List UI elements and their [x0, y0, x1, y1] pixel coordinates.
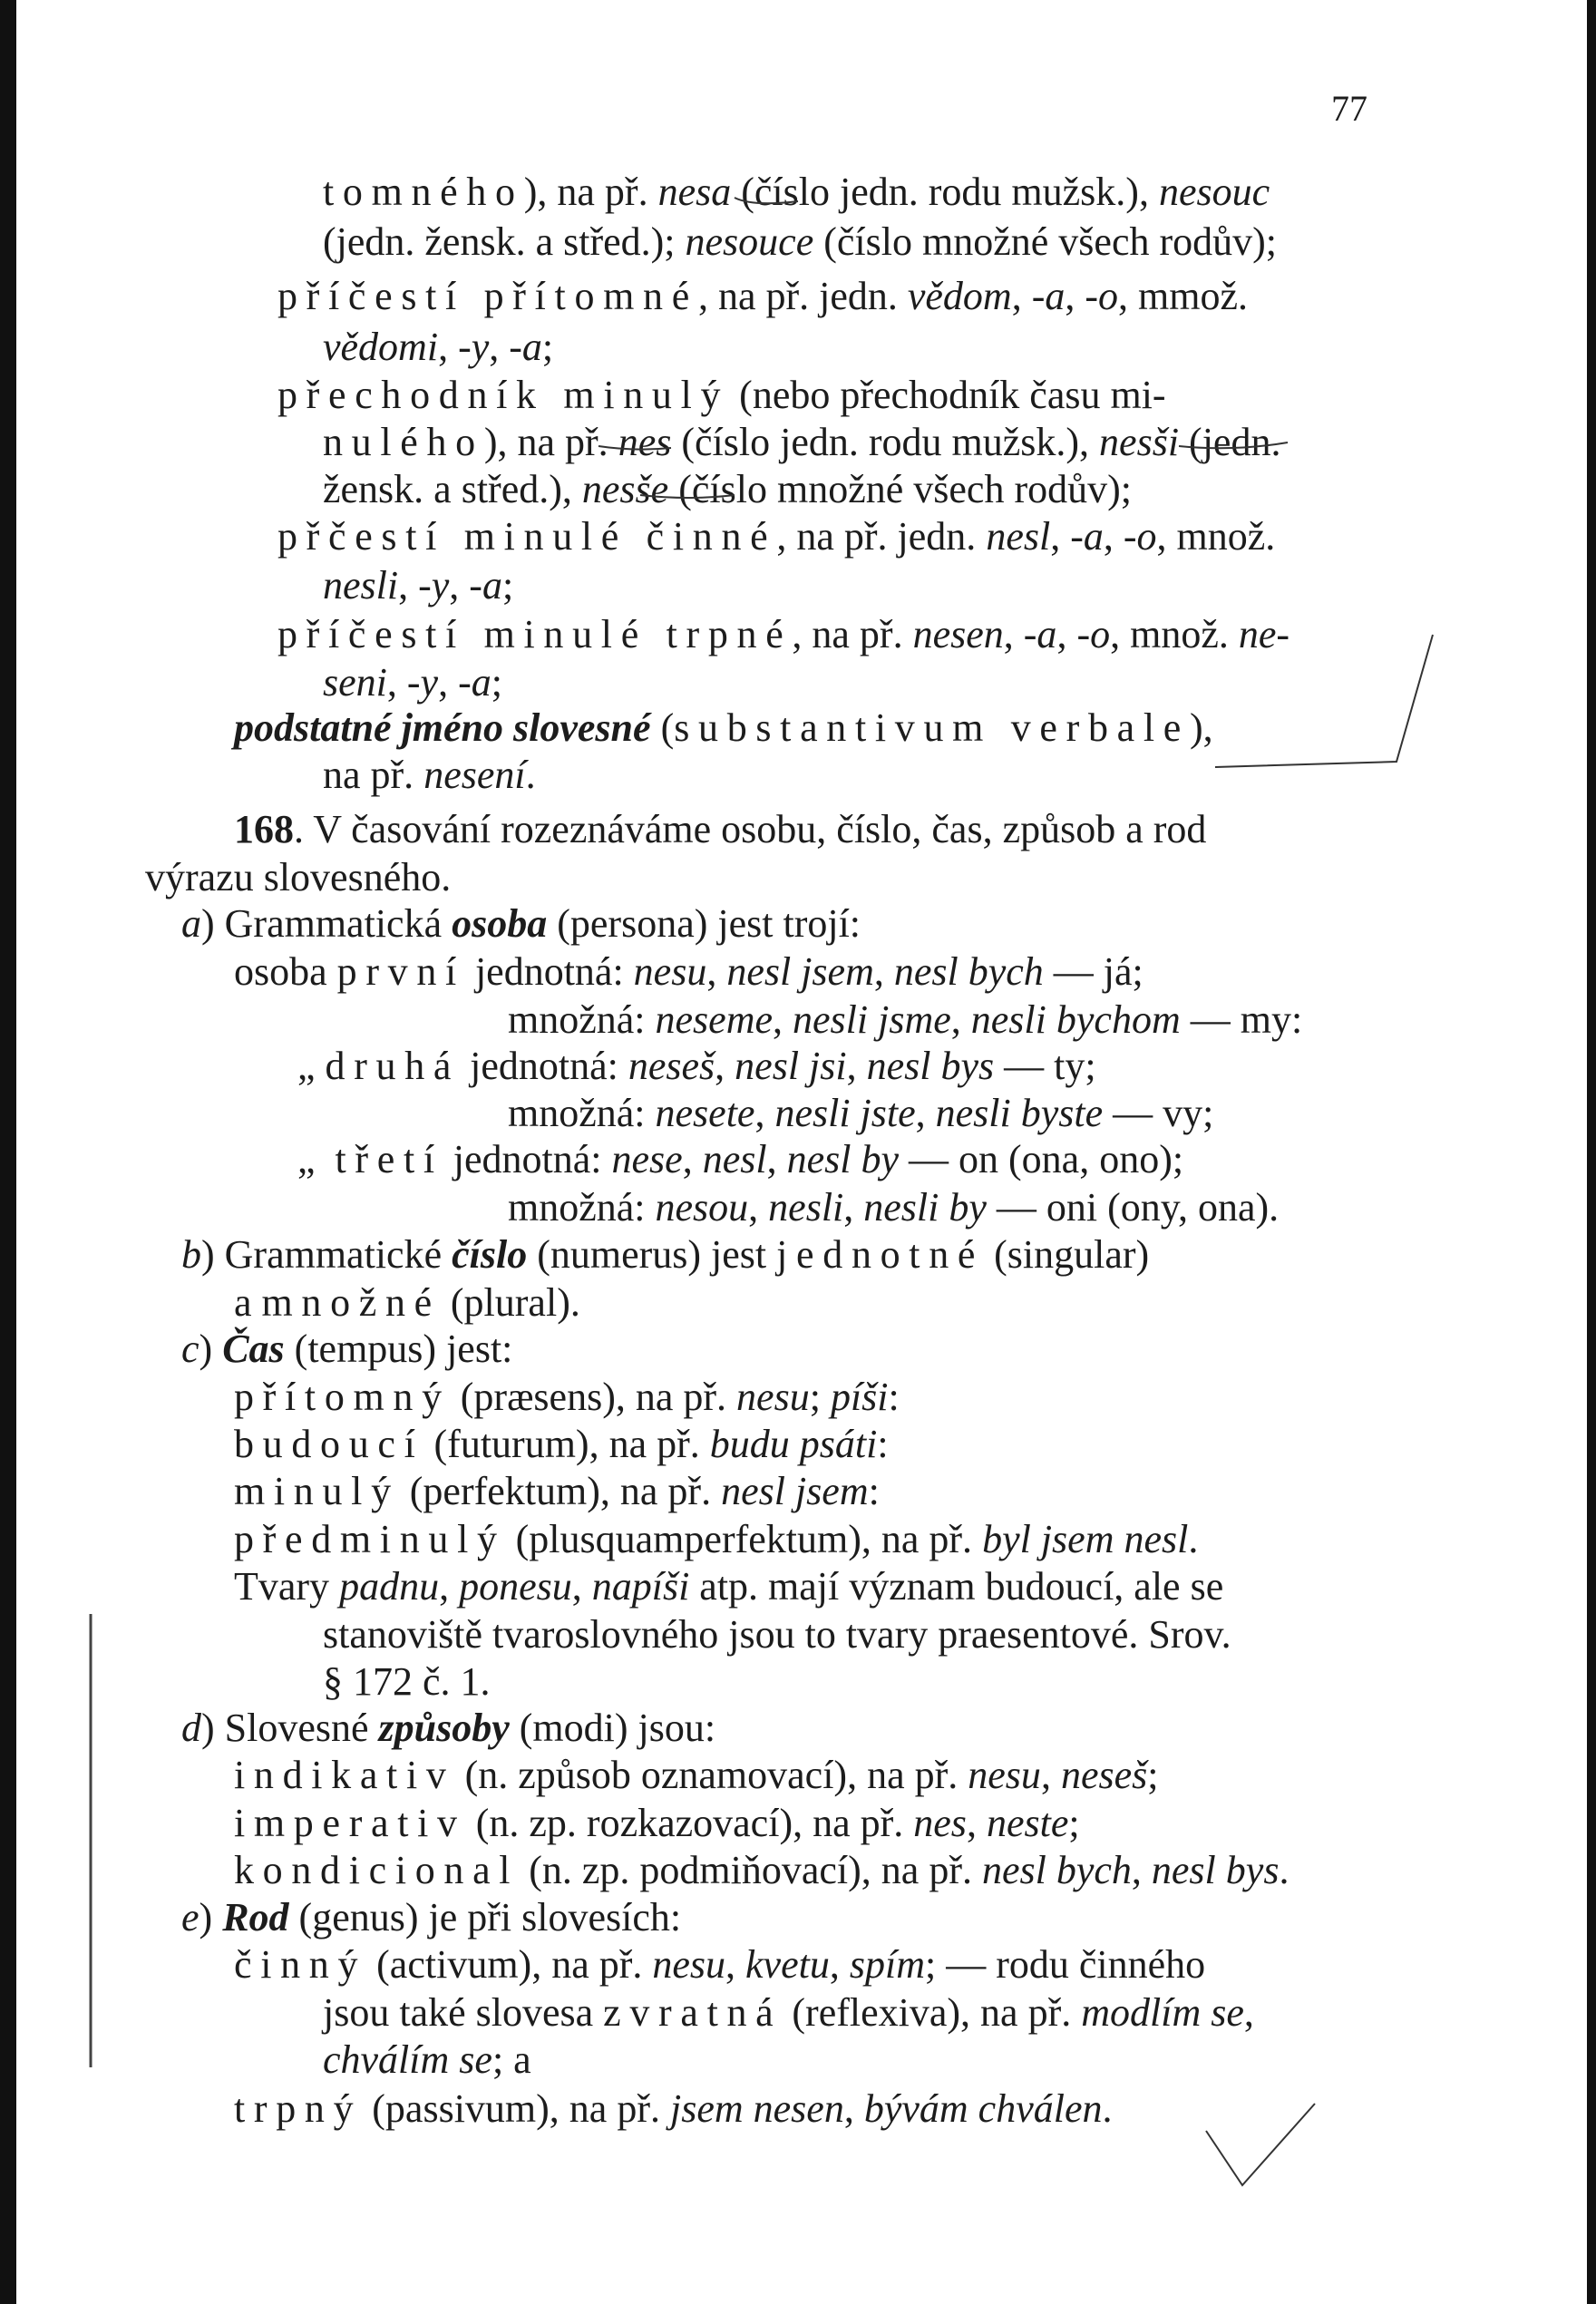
example-word: -a: [1031, 274, 1066, 318]
text-run: .: [1279, 1848, 1289, 1892]
text-run: ,: [439, 1564, 460, 1609]
text-run: (tempus) jest:: [284, 1327, 513, 1371]
text-run: (n. zp. podmiňovací), na př.: [519, 1848, 982, 1892]
text-line: [277, 273, 1542, 320]
text-line: [277, 513, 1542, 560]
spaced-term: činný: [234, 1942, 367, 1987]
text-run: „: [297, 1044, 326, 1088]
text-run: (číslo jedn. rodu mužsk.),: [731, 170, 1159, 214]
text-run: ,: [1003, 612, 1024, 656]
text-line: [234, 1941, 1542, 1988]
example-word: nesli jste: [774, 1091, 916, 1135]
text-run: jsou také slovesa: [323, 1990, 604, 2035]
example-word: nesení: [423, 753, 526, 797]
text-run: na př.: [323, 753, 424, 797]
text-run: § 172 č. 1.: [323, 1659, 491, 1704]
spaced-term: trpný: [234, 2086, 363, 2131]
example-word: c: [181, 1327, 200, 1371]
example-word: -a: [509, 325, 542, 369]
example-word: nesl bys: [866, 1044, 995, 1088]
text-run: ,: [966, 1801, 987, 1845]
example-word: -o: [1085, 274, 1119, 318]
text-run: ,: [1065, 274, 1085, 318]
text-run: .: [1102, 2086, 1113, 2131]
text-run: — my:: [1180, 997, 1303, 1042]
text-run: ,: [1011, 274, 1032, 318]
text-line: [234, 1468, 1542, 1515]
text-run: ,: [682, 1137, 703, 1181]
example-word: ponesu: [459, 1564, 572, 1609]
example-word: nesl jsi: [735, 1044, 847, 1088]
example-word: nesu: [968, 1753, 1041, 1797]
example-word: nesete: [655, 1091, 755, 1135]
example-word: nesl jsem: [726, 949, 874, 994]
example-word: napíši: [591, 1564, 690, 1609]
text-line: [323, 219, 1542, 266]
term-heading: osoba: [452, 901, 548, 946]
text-run: ,: [438, 325, 459, 369]
text-run: ) Grammatická: [201, 901, 453, 946]
text-line: [181, 1231, 1542, 1278]
text-line: [323, 659, 1542, 706]
text-run: ,: [1243, 1990, 1254, 2035]
text-run: (: [650, 705, 675, 750]
example-word: nesl by: [786, 1137, 900, 1181]
spaced-term: první: [336, 949, 465, 994]
text-run: ,: [773, 997, 793, 1042]
text-run: :: [868, 1469, 880, 1513]
text-run: (præsens), na př.: [450, 1375, 737, 1419]
text-run: ,: [438, 660, 459, 705]
example-word: d: [181, 1706, 201, 1750]
example-word: byl jsem nesl: [982, 1517, 1189, 1561]
text-run: ;: [809, 1375, 831, 1419]
text-run: . V časování rozeznáváme osobu, číslo, čas, způsob a rod: [294, 807, 1207, 851]
text-run: (n. způsob oznamovací), na př.: [454, 1753, 968, 1797]
text-line: [234, 1374, 1542, 1421]
example-word: -o: [1076, 612, 1111, 656]
text-run: atp. mají význam budoucí, ale se: [689, 1564, 1224, 1609]
example-word: kvetu: [745, 1942, 830, 1987]
text-run: ,: [766, 1137, 787, 1181]
text-run: a: [234, 1280, 262, 1325]
text-line: [145, 854, 1542, 901]
example-word: nesl bys: [1151, 1848, 1280, 1892]
spaced-term: imperativ: [234, 1801, 466, 1845]
text-run: ;: [491, 660, 502, 705]
example-word: chválím se: [323, 2037, 492, 2082]
text-run: žensk. a střed.),: [323, 467, 582, 511]
text-line: [508, 996, 1542, 1044]
spaced-term: jednotné: [776, 1232, 985, 1277]
text-run: (n. zp. rozkazovací), na př.: [465, 1801, 914, 1845]
example-word: -a: [1070, 514, 1104, 559]
text-run: výrazu slovesného.: [145, 855, 452, 899]
text-run: ,: [873, 949, 894, 994]
spaced-term: indikativ: [234, 1753, 455, 1797]
text-line: [234, 1421, 1542, 1468]
text-run: (futurum), na př.: [423, 1422, 710, 1466]
example-word: ne-: [1238, 612, 1290, 656]
text-line: [323, 324, 1542, 371]
text-run: ,: [1040, 1753, 1061, 1797]
text-run: ), na př.: [483, 420, 618, 464]
text-run: (jedn.: [1179, 420, 1281, 464]
text-run: (numerus) jest: [527, 1232, 777, 1277]
spaced-term: množné: [261, 1280, 441, 1325]
text-run: (singular): [984, 1232, 1150, 1277]
example-word: nesu: [652, 1942, 726, 1987]
text-run: ,: [843, 2086, 864, 2131]
example-word: e: [181, 1895, 200, 1939]
text-run: ,: [915, 1091, 936, 1135]
example-word: spím: [849, 1942, 925, 1987]
text-run: :: [877, 1422, 889, 1466]
example-word: padnu: [339, 1564, 440, 1609]
text-run: ;: [501, 563, 514, 608]
example-word: nesl bych: [981, 1848, 1132, 1892]
example-word: nesši: [1099, 420, 1180, 464]
text-line: [297, 1136, 1542, 1183]
text-line: [323, 562, 1542, 609]
spaced-term: budoucí: [234, 1422, 424, 1466]
text-run: ,: [706, 949, 727, 994]
spaced-term: substantivum verbale: [674, 705, 1190, 750]
term-heading: číslo: [452, 1232, 528, 1277]
text-run: , na př.: [792, 612, 913, 656]
text-run: ,: [748, 1185, 769, 1230]
text-run: .: [1188, 1517, 1199, 1561]
spaced-term: tomného: [323, 170, 524, 214]
example-word: -y: [406, 660, 439, 705]
example-word: a: [181, 901, 201, 946]
example-word: -a: [458, 660, 491, 705]
example-word: nesli by: [863, 1185, 987, 1230]
text-line: [234, 1563, 1542, 1610]
text-run: , na př. jedn.: [776, 514, 987, 559]
example-word: nesli: [768, 1185, 844, 1230]
text-run: ,: [489, 325, 510, 369]
example-word: -y: [418, 563, 450, 608]
text-line: [234, 705, 1542, 752]
text-run: — já;: [1043, 949, 1143, 994]
text-run: ; — rodu činného: [924, 1942, 1206, 1987]
example-word: budu psáti: [709, 1422, 878, 1466]
text-line: [234, 1279, 1542, 1327]
text-run: , množ.: [1156, 514, 1276, 559]
text-run: ,: [1056, 612, 1077, 656]
text-run: stanoviště tvaroslovného jsou to tvary praesentové. Srov.: [323, 1612, 1231, 1657]
example-word: neseš: [628, 1044, 715, 1088]
spaced-term: příčestí přítomné: [277, 274, 698, 318]
text-run: ,: [571, 1564, 592, 1609]
example-word: vědomi: [323, 325, 439, 369]
example-word: bývám chválen: [863, 2086, 1103, 2131]
spaced-term: druhá: [325, 1044, 461, 1088]
text-line: [234, 948, 1542, 996]
text-run: — oni (ony, ona).: [986, 1185, 1280, 1230]
text-run: ,: [843, 1185, 864, 1230]
spaced-term: přechodník minulý: [277, 373, 730, 417]
example-word: modlím se: [1081, 1990, 1244, 2035]
spaced-term: minulý: [234, 1469, 400, 1513]
term-heading: způsoby: [378, 1706, 510, 1750]
text-run: — on (ona, ono);: [899, 1137, 1184, 1181]
text-run: množná:: [508, 1091, 656, 1135]
text-run: ,: [1131, 1848, 1152, 1892]
text-run: (jedn. žensk. a střed.);: [323, 219, 686, 264]
spaced-term: přčestí minulé činné: [277, 514, 777, 559]
spaced-term: kondicional: [234, 1848, 520, 1892]
text-run: ,: [386, 660, 407, 705]
text-run: (nebo přechodník času mi-: [729, 373, 1166, 417]
example-word: nesu: [736, 1375, 810, 1419]
text-run: ,: [398, 563, 419, 608]
text-line: [234, 1847, 1542, 1894]
spaced-term: zvratná: [603, 1990, 783, 2035]
example-word: nesl: [702, 1137, 767, 1181]
example-word: nesli: [323, 563, 399, 608]
text-run: ,: [449, 563, 470, 608]
text-line: [508, 1090, 1542, 1137]
example-word: nes: [913, 1801, 967, 1845]
example-word: nesu: [633, 949, 707, 994]
text-line: [323, 752, 1542, 799]
page-number: 77: [1331, 88, 1367, 129]
section-number: 168: [234, 807, 294, 851]
text-run: (passivum), na př.: [362, 2086, 670, 2131]
example-word: nesl: [986, 514, 1051, 559]
example-word: neseme: [655, 997, 774, 1042]
text-run: (modi) jsou:: [509, 1706, 716, 1750]
scan-edge-left: [0, 0, 16, 2304]
text-run: (activum), na př.: [366, 1942, 653, 1987]
example-word: nesouc: [1158, 170, 1270, 214]
text-line: [234, 1516, 1542, 1563]
text-run: , mmož.: [1118, 274, 1249, 318]
text-run: ,: [829, 1942, 850, 1987]
text-line: [181, 1894, 1542, 1941]
example-word: nese: [611, 1137, 683, 1181]
text-run: (číslo jedn. rodu mužsk.),: [671, 420, 1100, 464]
example-word: nesen: [912, 612, 1004, 656]
example-word: -o: [1123, 514, 1157, 559]
text-line: [277, 372, 1542, 419]
text-run: (číslo množné všech rodův);: [668, 467, 1132, 511]
text-run: Tvary: [234, 1564, 340, 1609]
text-run: (perfektum), na př.: [399, 1469, 722, 1513]
text-run: ,: [950, 997, 971, 1042]
text-run: ) Slovesné: [201, 1706, 379, 1750]
text-run: (plural).: [440, 1280, 580, 1325]
example-word: nesouce: [685, 219, 814, 264]
text-line: [297, 1043, 1542, 1090]
example-word: nesli bychom: [970, 997, 1181, 1042]
text-run: ,: [846, 1044, 867, 1088]
text-line: [234, 1752, 1542, 1799]
example-word: píši: [830, 1375, 889, 1419]
example-word: b: [181, 1232, 201, 1277]
example-word: nesl jsem: [721, 1469, 869, 1513]
example-word: nesli byste: [935, 1091, 1104, 1135]
text-run: ,: [725, 1942, 746, 1987]
text-run: (persona) jest trojí:: [547, 901, 861, 946]
text-run: ,: [1103, 514, 1124, 559]
text-run: jednotná:: [443, 1137, 612, 1181]
example-word: -a: [469, 563, 502, 608]
text-run: , množ.: [1110, 612, 1239, 656]
text-run: „: [297, 1137, 336, 1181]
term-heading: Rod: [222, 1895, 289, 1939]
example-word: seni: [323, 660, 387, 705]
text-run: ;: [541, 325, 554, 369]
example-word: jsem nesen: [670, 2086, 844, 2131]
text-run: (plusquamperfektum), na př.: [505, 1517, 983, 1561]
text-run: :: [888, 1375, 900, 1419]
text-line: [234, 2085, 1542, 2133]
example-word: -a: [1023, 612, 1057, 656]
example-word: nesli jsme: [793, 997, 951, 1042]
text-run: (genus) je při slovesích:: [288, 1895, 682, 1939]
spaced-term: předminulý: [234, 1517, 506, 1561]
text-line: [181, 1326, 1542, 1373]
spaced-term: příčestí minulé trpné: [277, 612, 793, 656]
text-run: ,: [715, 1044, 735, 1088]
text-line: [234, 1800, 1542, 1847]
scan-edge-right: [1587, 0, 1596, 2304]
spaced-term: přítomný: [234, 1375, 451, 1419]
term-heading: podstatné jméno slovesné: [234, 705, 651, 750]
text-line: [181, 900, 1542, 948]
text-line: [277, 611, 1542, 658]
text-run: ): [199, 1895, 223, 1939]
text-run: ;: [1147, 1753, 1159, 1797]
text-run: — ty;: [994, 1044, 1096, 1088]
text-line: [323, 1989, 1542, 2037]
example-word: nesou: [655, 1185, 749, 1230]
text-line: [323, 169, 1542, 216]
example-word: neseš: [1060, 1753, 1148, 1797]
text-line: [323, 466, 1542, 513]
text-line: [323, 2037, 1542, 2084]
example-word: nesa: [657, 170, 732, 214]
text-run: osoba: [234, 949, 337, 994]
text-run: ), na př.: [523, 170, 658, 214]
example-word: nesl bych: [893, 949, 1044, 994]
text-run: (reflexiva), na př.: [782, 1990, 1082, 2035]
example-word: neste: [986, 1801, 1069, 1845]
example-word: nes: [618, 420, 672, 464]
text-run: jednotná:: [460, 1044, 628, 1088]
text-line: [323, 1611, 1542, 1658]
text-line: [323, 1658, 1542, 1706]
spaced-term: třetí: [335, 1137, 443, 1181]
text-run: ) Grammatické: [201, 1232, 453, 1277]
text-run: (číslo množné všech rodův);: [813, 219, 1277, 264]
text-run: jednotná:: [464, 949, 634, 994]
text-line: [323, 419, 1542, 466]
text-run: ),: [1189, 705, 1213, 750]
example-word: -y: [458, 325, 490, 369]
text-run: ; a: [491, 2037, 531, 2082]
text-run: — vy;: [1103, 1091, 1214, 1135]
text-run: ,: [1050, 514, 1071, 559]
text-line: [234, 806, 1542, 853]
text-run: ): [199, 1327, 223, 1371]
text-run: ,: [754, 1091, 775, 1135]
spaced-term: nulého: [323, 420, 484, 464]
text-run: množná:: [508, 1185, 656, 1230]
example-word: nesše: [581, 467, 669, 511]
example-word: vědom: [907, 274, 1012, 318]
text-line: [508, 1184, 1542, 1231]
text-run: .: [525, 753, 536, 797]
text-line: [181, 1705, 1542, 1752]
text-run: ;: [1068, 1801, 1080, 1845]
text-run: množná:: [508, 997, 656, 1042]
term-heading: Čas: [222, 1327, 285, 1371]
text-run: , na př. jedn.: [697, 274, 908, 318]
